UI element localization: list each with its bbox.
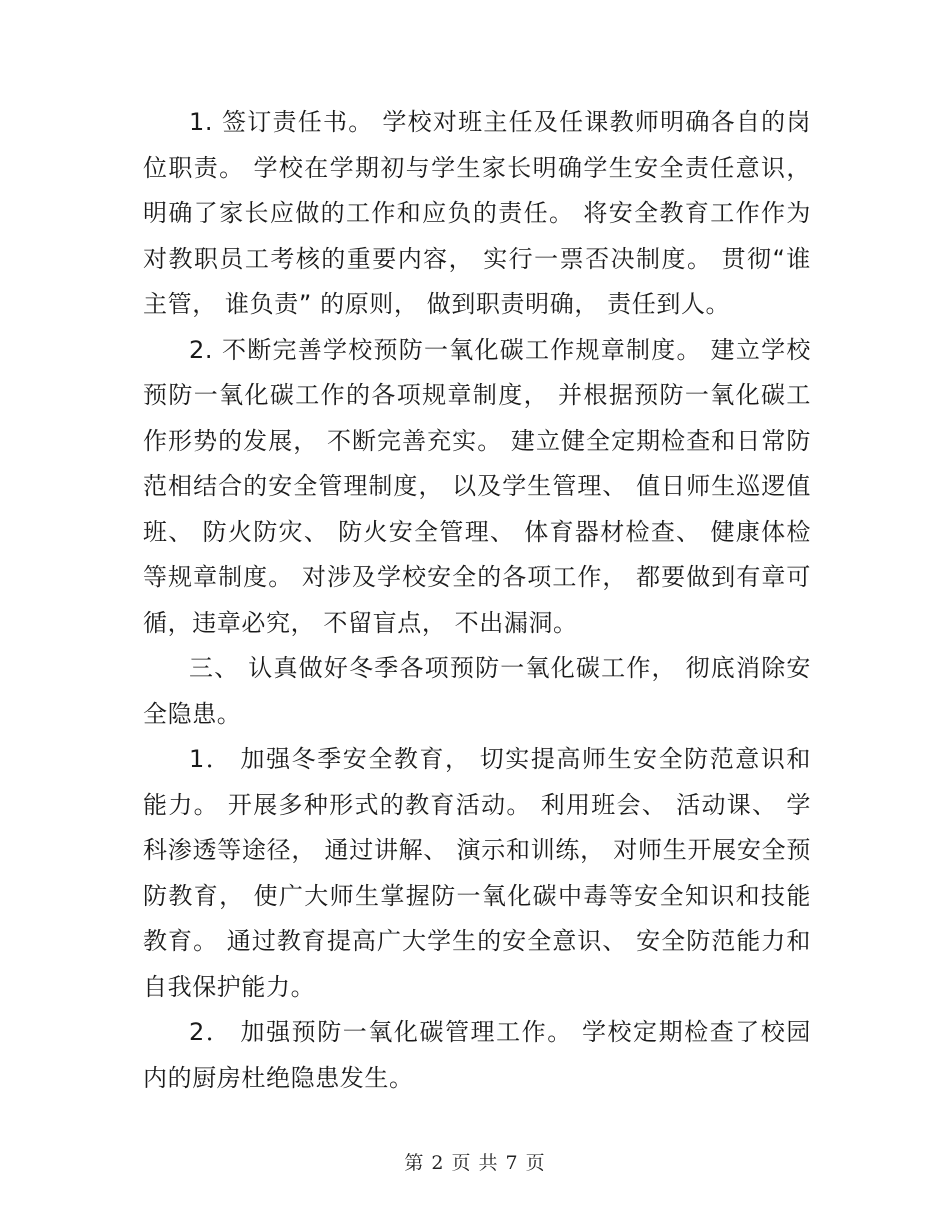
paragraph-management: 2． 加强预防一氧化碳管理工作。 学校定期检查了校园内的厨房杜绝隐患发生。: [143, 1018, 811, 1092]
section-heading-winter-prevention: 三、 认真做好冬季各项预防一氧化碳工作， 彻底消除安全隐患。: [143, 654, 811, 728]
paragraph-safety-education: 1． 加强冬季安全教育， 切实提高师生安全防范意识和能力。 开展多种形式的教育活动。 利用班会、 活动课、 学科渗透等途径， 通过讲解、 演示和训练， 对师生开展安全预防教育， 使广大师生掌握防一氧化碳中毒等安全知识和技能教育。 通过教育提高广大学生的安全意识、 安全防范能力和自我保护能力。: [143, 745, 811, 1001]
page-number-footer: 第 2 页 共 7 页: [404, 1152, 546, 1174]
document-body: [143, 100, 811, 1101]
paragraph-regulations: 2. 不断完善学校预防一氧化碳工作规章制度。 建立学校预防一氧化碳工作的各项规章制度， 并根据预防一氧化碳工作形势的发展， 不断完善充实。 建立健全定期检查和日常防范相结合的安全管理制度， 以及学生管理、 值日师生巡逻值班、 防火防灾、 防火安全管理、 体育器材检查、 健康体检等规章制度。 对涉及学校安全的各项工作， 都要做到有章可循，违章必究， 不留盲点， 不出漏洞。: [143, 335, 811, 637]
paragraph-responsibility: 1. 签订责任书。 学校对班主任及任课教师明确各自的岗位职责。 学校在学期初与学生家长明确学生安全责任意识，明确了家长应做的工作和应负的责任。 将安全教育工作作为对教职员工考核的重要内容， 实行一票否决制度。 贯彻“谁主管， 谁负责” 的原则， 做到职责明确， 责任到人。: [143, 108, 811, 318]
